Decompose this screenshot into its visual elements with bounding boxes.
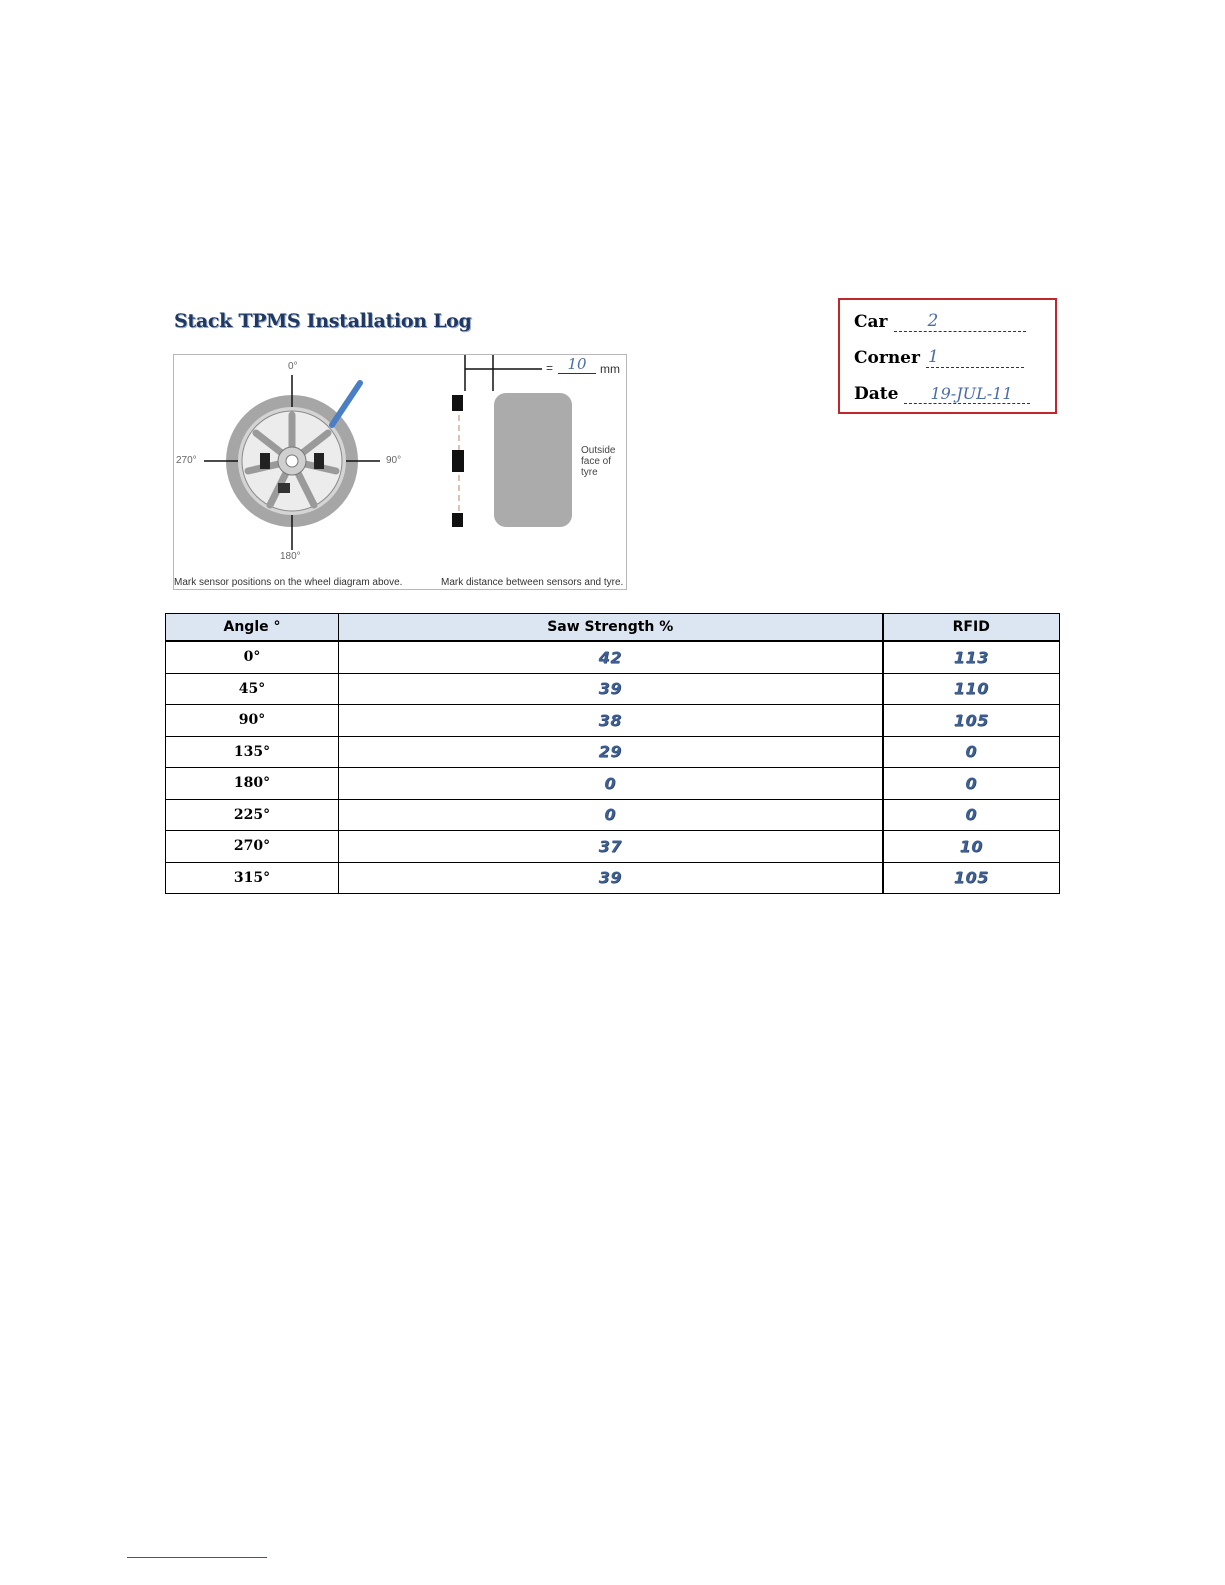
saw-cell[interactable]: 29: [339, 736, 883, 768]
date-label: Date: [854, 384, 899, 404]
corner-label: Corner: [854, 348, 920, 368]
angle-cell: 135°: [166, 736, 339, 768]
saw-cell[interactable]: 42: [339, 641, 883, 673]
footnote-separator: [127, 1557, 267, 1558]
distance-measure: [465, 355, 542, 391]
table-row: [166, 736, 1060, 768]
table-header-row: [166, 614, 1060, 642]
angle-cell: 0°: [166, 641, 339, 673]
table-row: [166, 799, 1060, 831]
distance-unit: mm: [600, 362, 620, 376]
angle-cell: 225°: [166, 799, 339, 831]
car-field[interactable]: [854, 308, 1026, 332]
tyre-label: Outside face of tyre: [581, 445, 616, 478]
rfid-cell[interactable]: 0: [883, 799, 1060, 831]
table-row: [166, 831, 1060, 863]
rfid-cell[interactable]: 110: [883, 673, 1060, 705]
angle-0-label: 0°: [288, 361, 298, 372]
rfid-cell[interactable]: 0: [883, 768, 1060, 800]
rfid-cell[interactable]: 113: [883, 641, 1060, 673]
angle-270-label: 270°: [176, 455, 197, 466]
table-row: [166, 862, 1060, 894]
car-info-box: [838, 298, 1057, 414]
rfid-cell[interactable]: 105: [883, 705, 1060, 737]
table-row: [166, 705, 1060, 737]
sensor-strip: [452, 395, 464, 527]
date-value: 19-JUL-11: [930, 384, 1013, 403]
saw-cell[interactable]: 39: [339, 673, 883, 705]
car-value: 2: [927, 311, 939, 331]
equals-sign: =: [546, 361, 554, 375]
saw-cell[interactable]: 38: [339, 705, 883, 737]
angle-cell: 90°: [166, 705, 339, 737]
saw-cell[interactable]: 0: [339, 768, 883, 800]
corner-value: 1: [927, 347, 939, 367]
tyre-face-icon: [494, 393, 572, 527]
table-row: [166, 673, 1060, 705]
angle-cell: 45°: [166, 673, 339, 705]
rfid-cell[interactable]: 105: [883, 862, 1060, 894]
caption-left: Mark sensor positions on the wheel diagram above.: [174, 577, 403, 588]
header-angle: Angle °: [166, 614, 339, 642]
angle-cell: 270°: [166, 831, 339, 863]
header-saw-strength: Saw Strength %: [339, 614, 883, 642]
angle-cell: 315°: [166, 862, 339, 894]
wheel-diagram: [173, 354, 627, 590]
table-row: [166, 641, 1060, 673]
car-label: Car: [854, 312, 888, 332]
corner-field[interactable]: [854, 344, 1024, 368]
distance-value[interactable]: 10: [558, 355, 596, 374]
date-field[interactable]: [854, 380, 1030, 404]
sensor-log-table: [165, 613, 1060, 894]
angle-90-label: 90°: [386, 455, 402, 466]
angle-180-label: 180°: [280, 551, 301, 562]
page-title: Stack TPMS Installation Log: [174, 310, 472, 332]
wheel-svg: [174, 355, 628, 591]
saw-cell[interactable]: 0: [339, 799, 883, 831]
rfid-cell[interactable]: 0: [883, 736, 1060, 768]
header-rfid: RFID: [883, 614, 1060, 642]
saw-cell[interactable]: 39: [339, 862, 883, 894]
caption-right: Mark distance between sensors and tyre.: [441, 577, 624, 588]
saw-cell[interactable]: 37: [339, 831, 883, 863]
angle-cell: 180°: [166, 768, 339, 800]
rfid-cell[interactable]: 10: [883, 831, 1060, 863]
sensor-mark: [332, 383, 360, 425]
table-row: [166, 768, 1060, 800]
